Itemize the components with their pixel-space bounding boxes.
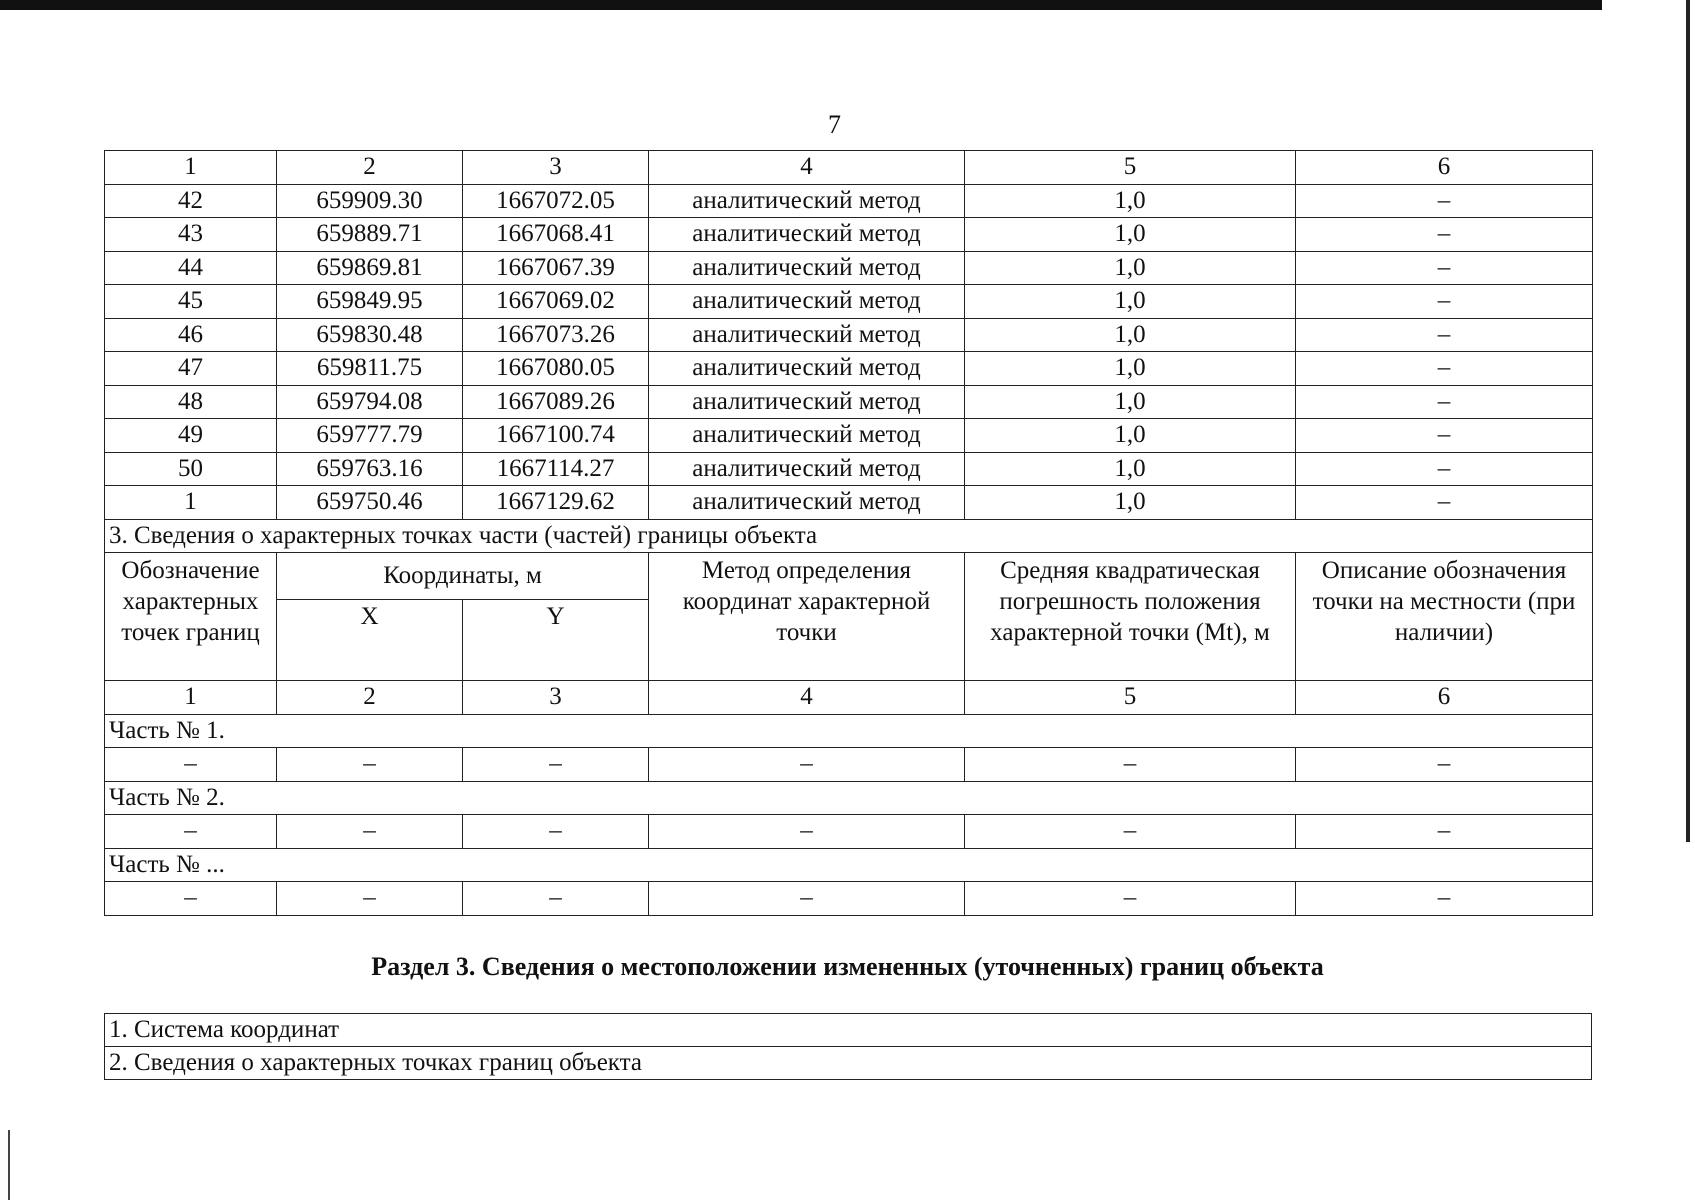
coord-x-cell: 659763.16	[277, 452, 463, 486]
col-number-cell: 1	[105, 151, 277, 185]
mt-value-cell: 1,0	[965, 352, 1296, 386]
method-cell: аналитический метод	[649, 486, 965, 520]
point-row	[105, 419, 1593, 453]
point-row	[105, 285, 1593, 319]
point-number-cell: 50	[105, 452, 277, 486]
point-number-cell: 47	[105, 352, 277, 386]
description-cell: –	[1296, 318, 1593, 352]
description-cell: –	[1296, 486, 1593, 520]
header-x: X	[277, 600, 463, 681]
coord-y-cell: 1667100.74	[463, 419, 649, 453]
parts-header-row	[105, 553, 1593, 600]
point-row	[105, 218, 1593, 252]
point-number-cell: 48	[105, 385, 277, 419]
coord-y-cell: 1667080.05	[463, 352, 649, 386]
right-edge-line	[1686, 0, 1690, 842]
col-number-cell: 2	[277, 681, 463, 715]
part-cell: –	[463, 748, 649, 782]
description-cell: –	[1296, 251, 1593, 285]
coord-x-cell: 659811.75	[277, 352, 463, 386]
description-cell: –	[1296, 452, 1593, 486]
description-cell: –	[1296, 352, 1593, 386]
coord-y-cell: 1667068.41	[463, 218, 649, 252]
method-cell: аналитический метод	[649, 184, 965, 218]
coord-x-cell: 659750.46	[277, 486, 463, 520]
part-data-row	[105, 815, 1593, 849]
coord-x-cell: 659830.48	[277, 318, 463, 352]
part-cell: –	[105, 815, 277, 849]
mt-value-cell: 1,0	[965, 419, 1296, 453]
header-designation: Обозначение характерных точек границ	[105, 553, 277, 681]
coord-x-cell: 659889.71	[277, 218, 463, 252]
method-cell: аналитический метод	[649, 285, 965, 319]
coordinate-system-cell: 1. Система координат	[105, 1014, 1592, 1047]
part-cell: –	[105, 748, 277, 782]
point-row	[105, 318, 1593, 352]
method-cell: аналитический метод	[649, 218, 965, 252]
part-cell: –	[649, 882, 965, 916]
mt-value-cell: 1,0	[965, 318, 1296, 352]
method-cell: аналитический метод	[649, 452, 965, 486]
method-cell: аналитический метод	[649, 352, 965, 386]
mt-value-cell: 1,0	[965, 486, 1296, 520]
coord-x-cell: 659869.81	[277, 251, 463, 285]
part-data-row	[105, 882, 1593, 916]
coord-x-cell: 659794.08	[277, 385, 463, 419]
coord-y-cell: 1667069.02	[463, 285, 649, 319]
part-data-row	[105, 748, 1593, 782]
description-cell: –	[1296, 184, 1593, 218]
column-number-row	[105, 681, 1593, 715]
coord-x-cell: 659909.30	[277, 184, 463, 218]
part-cell: –	[965, 882, 1296, 916]
part-cell: –	[965, 815, 1296, 849]
part-cell: –	[277, 882, 463, 916]
section-3-heading: Раздел 3. Сведения о местоположении измененных (уточненных) границ объекта	[371, 952, 1324, 981]
method-cell: аналитический метод	[649, 385, 965, 419]
header-desc: Описание обозначения точки на местности (при наличии)	[1296, 553, 1593, 681]
point-number-cell: 42	[105, 184, 277, 218]
method-cell: аналитический метод	[649, 419, 965, 453]
part-cell: –	[1296, 882, 1593, 916]
top-border-line	[0, 0, 1602, 10]
header-method: Метод определения координат характерной точки	[649, 553, 965, 681]
part-cell: –	[277, 748, 463, 782]
part-label: Часть № 2.	[105, 781, 1593, 815]
point-row	[105, 251, 1593, 285]
description-cell: –	[1296, 385, 1593, 419]
description-cell: –	[1296, 218, 1593, 252]
part-cell: –	[277, 815, 463, 849]
mt-value-cell: 1,0	[965, 285, 1296, 319]
mt-value-cell: 1,0	[965, 452, 1296, 486]
parts-section-title: 3. Сведения о характерных точках части (частей) границы объекта	[105, 519, 1593, 553]
boundary-points-table	[104, 150, 1593, 916]
part-cell: –	[463, 882, 649, 916]
mt-value-cell: 1,0	[965, 251, 1296, 285]
coord-x-cell: 659777.79	[277, 419, 463, 453]
coord-y-cell: 1667072.05	[463, 184, 649, 218]
coord-x-cell: 659849.95	[277, 285, 463, 319]
boundary-points-info-cell: 2. Сведения о характерных точках границ объекта	[105, 1047, 1592, 1080]
coord-y-cell: 1667073.26	[463, 318, 649, 352]
col-number-cell: 6	[1296, 151, 1593, 185]
col-number-cell: 6	[1296, 681, 1593, 715]
part-cell: –	[965, 748, 1296, 782]
point-row	[105, 452, 1593, 486]
part-cell: –	[463, 815, 649, 849]
mt-value-cell: 1,0	[965, 385, 1296, 419]
part-cell: –	[1296, 748, 1593, 782]
coord-y-cell: 1667114.27	[463, 452, 649, 486]
header-mt: Средняя квадратическая погрешность положения характерной точки (Mt), м	[965, 553, 1296, 681]
col-number-cell: 3	[463, 151, 649, 185]
coord-y-cell: 1667129.62	[463, 486, 649, 520]
part-label: Часть № ...	[105, 848, 1593, 882]
method-cell: аналитический метод	[649, 251, 965, 285]
point-number-cell: 49	[105, 419, 277, 453]
part-cell: –	[649, 748, 965, 782]
coord-y-cell: 1667089.26	[463, 385, 649, 419]
part-cell: –	[649, 815, 965, 849]
point-number-cell: 1	[105, 486, 277, 520]
col-number-cell: 2	[277, 151, 463, 185]
method-cell: аналитический метод	[649, 318, 965, 352]
section-3-row	[105, 1014, 1592, 1047]
point-number-cell: 46	[105, 318, 277, 352]
header-coords: Координаты, м	[277, 553, 649, 600]
col-number-cell: 5	[965, 151, 1296, 185]
parts-section-title-row	[105, 519, 1593, 553]
point-row	[105, 184, 1593, 218]
point-number-cell: 43	[105, 218, 277, 252]
col-number-cell: 3	[463, 681, 649, 715]
section-3-row	[105, 1047, 1592, 1080]
part-label: Часть № 1.	[105, 714, 1593, 748]
description-cell: –	[1296, 419, 1593, 453]
point-number-cell: 44	[105, 251, 277, 285]
point-number-cell: 45	[105, 285, 277, 319]
part-cell: –	[1296, 815, 1593, 849]
point-row	[105, 486, 1593, 520]
part-label-row	[105, 781, 1593, 815]
col-number-cell: 1	[105, 681, 277, 715]
mt-value-cell: 1,0	[965, 218, 1296, 252]
part-label-row	[105, 848, 1593, 882]
col-number-cell: 4	[649, 681, 965, 715]
page-number: 7	[828, 110, 841, 139]
point-row	[105, 385, 1593, 419]
header-y: Y	[463, 600, 649, 681]
column-number-row	[105, 151, 1593, 185]
part-cell: –	[105, 882, 277, 916]
col-number-cell: 4	[649, 151, 965, 185]
point-row	[105, 352, 1593, 386]
description-cell: –	[1296, 285, 1593, 319]
col-number-cell: 5	[965, 681, 1296, 715]
left-edge-mark	[8, 1130, 10, 1200]
coord-y-cell: 1667067.39	[463, 251, 649, 285]
mt-value-cell: 1,0	[965, 184, 1296, 218]
part-label-row	[105, 714, 1593, 748]
section-3-table	[104, 1013, 1592, 1080]
